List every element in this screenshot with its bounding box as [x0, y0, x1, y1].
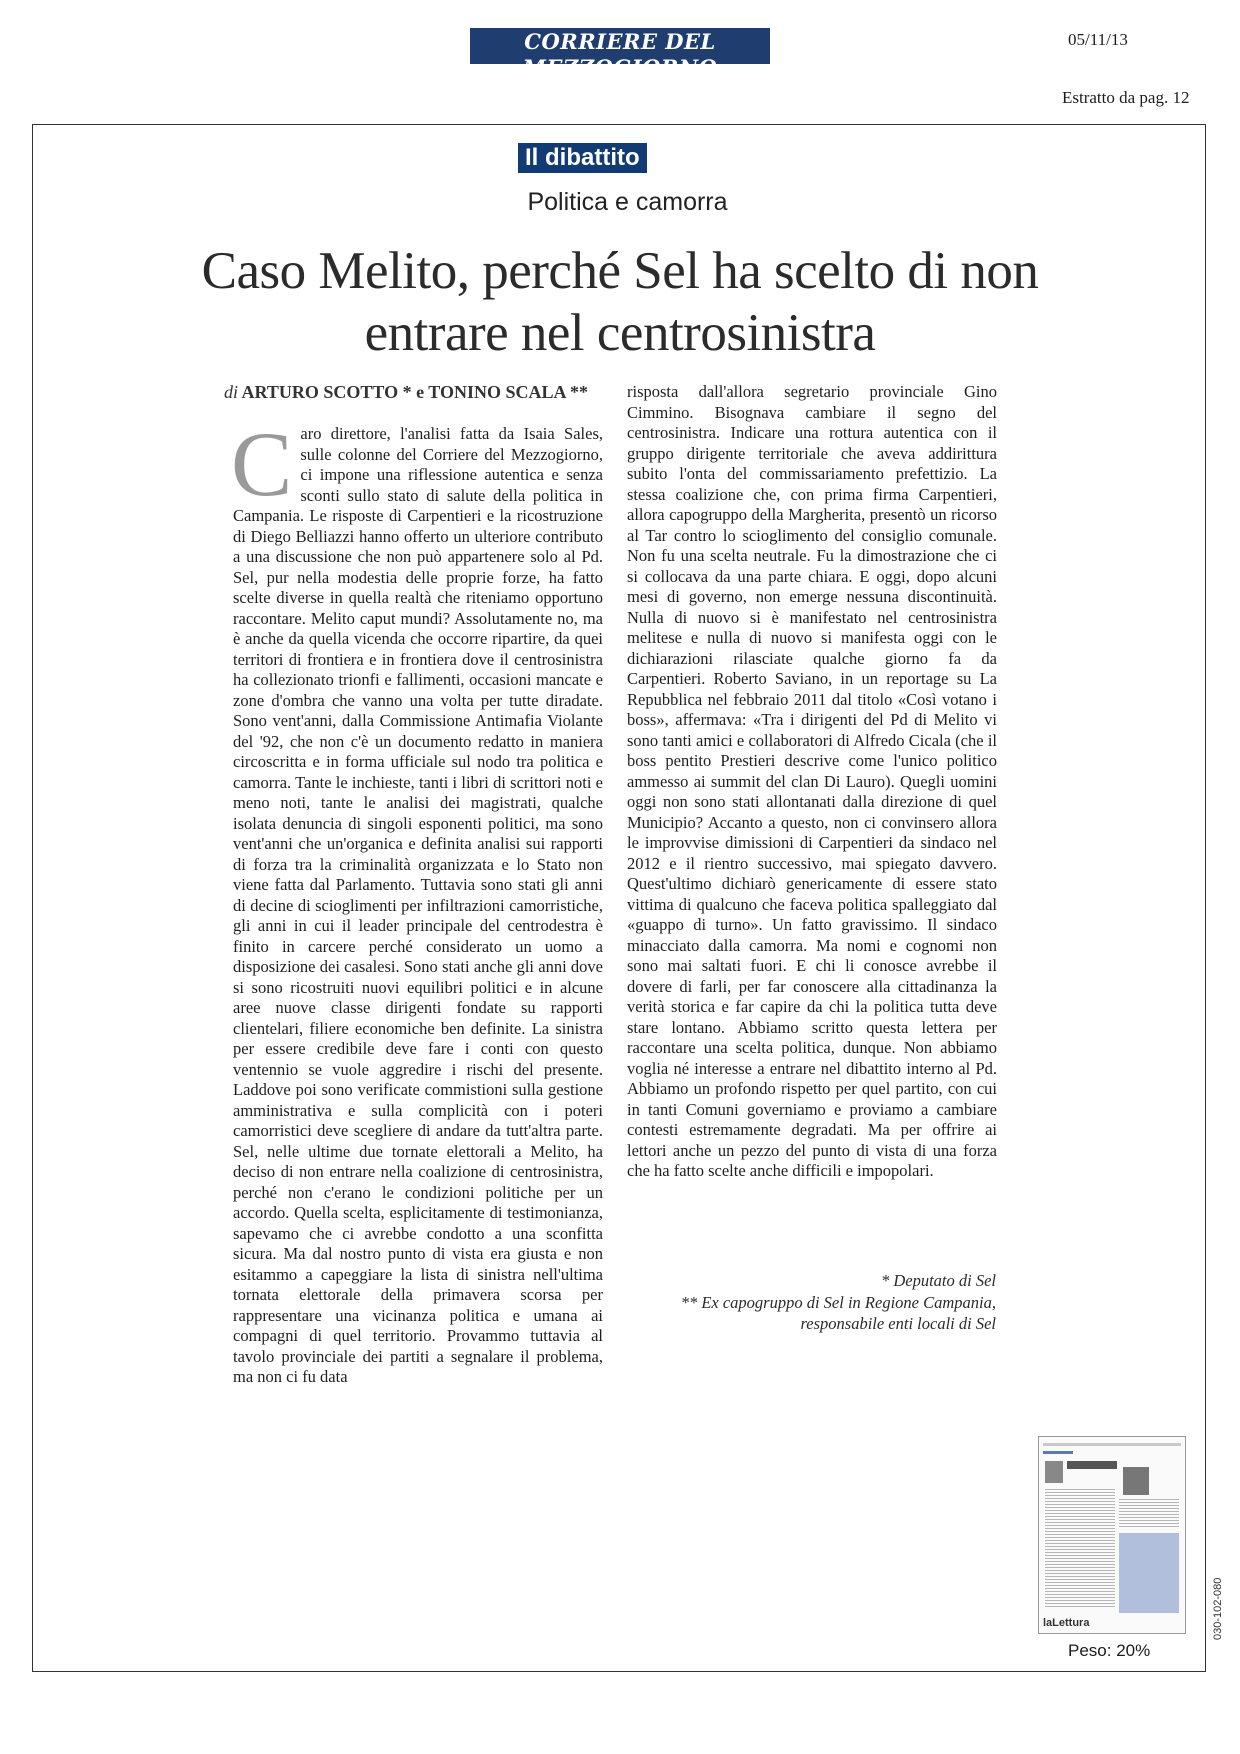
page-thumbnail: [1038, 1436, 1186, 1634]
section-kicker: Il dibattito: [518, 143, 647, 173]
clipping-date: 05/11/13: [1068, 30, 1128, 49]
byline: [224, 382, 588, 403]
newspaper-masthead: [470, 28, 770, 87]
thumbnail-highlight: [1119, 1533, 1179, 1613]
dropcap: C: [231, 413, 293, 515]
thumbnail-photo: [1045, 1461, 1063, 1483]
article-column-1: [231, 413, 603, 1388]
article-headline: Caso Melito, perché Sel ha scelto di non entrare nel centrosinistra: [201, 242, 1039, 362]
section-title: Politica e camorra: [527, 188, 728, 216]
extract-page: Estratto da pag. 12: [1062, 88, 1190, 107]
column-1-text: aro direttore, l'analisi fatta da Isaia Sales, sulle colonne del Corriere del Mezzogiorno, ci impone una riflessione autentica e senza sconti sullo stato di salute della politica in Campania. Le risposte di Carpentieri e la ricostruzione di Diego Belliazzi hanno offerto un ulteriore contributo a una discussione che non può appartenere solo al Pd. Sel, pur nella modestia delle proprie forze, ha fatto scelte diverse in quella realtà che riteniamo opportuno raccontare. Melito caput mundi? Assolutamente no, ma è anche da quella vicenda che occorre ripartire, da quei territori di frontiera e in frontiera dove il centrosinistra ha collezionato trionfi e fallimenti, occasioni mancate e zone d'ombra che vanno una volta per tutte diradate. Sono vent'anni, dalla Commissione Antimafia Violante del '92, che non c'è un documento redatto in maniera circoscritta e in forma ufficiale sul nodo tra politica e camorra. Tante le inchieste, tanti i libri di scrittori noti e meno noti, tante le analisi dei magistrati, qualche isolata denuncia di singoli esponenti politici, ma sono vent'anni che un'organica e definita analisi sui rapporti di forza tra la criminalità organizzata e lo Stato non viene fatta dal Parlamento. Tuttavia sono stati gli anni di decine di scioglimenti per infiltrazioni camorristiche, gli anni in cui il leader principale del centrodestra è finito in carcere perché considerato un uomo a disposizione dei casalesi. Sono stati anche gli anni dove si sono ricostruiti nuovi equilibri politici e in alcune aree nuove classe dirigenti fondate su rapporti clientelari, filiere economiche ben definite. La sinistra per essere credibile deve fare i conti con questo ventennio se vuole aggredire i rischi del presente. Laddove poi sono verificate commistioni sulla gestione amministrativa e sulla complicità con i poteri camorristici deve scegliere di andare da tutt'altra parte. Sel, nelle ultime due tornate elettorali a Melito, ha deciso di non entrare nella coalizione di centrosinistra, perché non c'erano le condizioni politiche per un accordo. Quella scelta, esplicitamente di testimonianza, sapevamo che ci avrebbe condotto a una sconfitta sicura. Ma dal nostro punto di vista era giusta e non esitammo a capeggiare la lista di sinistra nell'ultima tornata elettorale della primavera scorsa per rappresentare una vicinanza politica e umana ai compagni di quel territorio. Provammo tuttavia al tavolo provinciale dei partiti a segnalare il problema, ma non ci fu data: [233, 424, 603, 1386]
thumbnail-photo: [1123, 1467, 1149, 1495]
clipping-code: 030-102-080: [1212, 1577, 1224, 1640]
author-note-2: ** Ex capogruppo di Sel in Regione Campania, responsabile enti locali di Sel: [680, 1293, 996, 1333]
thumbnail-brand: laLettura: [1043, 1617, 1090, 1629]
clipping-weight: Peso: 20%: [1068, 1641, 1151, 1660]
author-note-1: * Deputato di Sel: [880, 1271, 996, 1290]
masthead-title: CORRIERE DEL MEZZOGIORNO: [522, 29, 718, 80]
column-2-text: risposta dall'allora segretario provinciale Gino Cimmino. Bisognava cambiare il segno del centrosinistra. Indicare una rottura autentica con il gruppo dirigente territoriale che aveva addirittura subito l'onta del commissariamento prefettizio. La stessa coalizione che, con prima firma Carpentieri, allora capogruppo della Margherita, presentò un ricorso al Tar contro lo scioglimento del consiglio comunale. Non fu una scelta neutrale. Fu la dimostrazione che ci si collocava da una parte chiara. E oggi, dopo alcuni mesi di governo, non emerge nessuna discontinuità. Nulla di nuovo si è manifestato nel centrosinistra melitese e nulla di nuovo si manifesta oggi con le dichiarazioni rilasciate qualche giorno fa da Carpentieri. Roberto Saviano, in un reportage su La Repubblica nel febbraio 2011 dal titolo «Così votano i boss», affermava: «Tra i dirigenti del Pd di Melito vi sono tanti amici e collaboratori di Alfredo Cicala (che il boss pentito Prestieri descrive come l'unico politico ammesso ai summit del clan Di Lauro). Quegli uomini oggi non sono stati allontanati dalla direzione di quel Municipio? Accanto a questo, non ci convinsero allora le improvvise dimissioni di Carpentieri da sindaco nel 2012 e il rientro successivo, mai spiegato davvero. Quest'ultimo dichiarò genericamente di essere stato vittima di qualcuno che faceva politica spalleggiato dal «guappo di turno». Un fatto gravissimo. Il sindaco minacciato dalla camorra. Ma nomi e cognomi non sono mai saltati fuori. E chi li conosce avrebbe il dovere di farli, per far conoscere alla cittadinanza la verità storica e far capire da chi la politica tutta deve stare lontano. Abbiamo scritto questa lettera per raccontare una scelta politica, dunque. Non abbiamo voglia né interesse a entrare nel dibattito interno al Pd. Abbiamo un profondo rispetto per quel partito, con cui in tanti Comuni governiamo e proviamo a cambiare contesti estremamente degradati. Ma per offrire ai lettori anche un pezzo del punto di vista di una forza che ha fatto scelte anche difficili e impopolari.: [627, 382, 997, 1180]
byline-authors: ARTURO SCOTTO * e TONINO SCALA **: [241, 382, 588, 402]
byline-prefix: di: [224, 382, 239, 402]
article-column-2: [627, 382, 997, 1182]
masthead-subtitle: NAPOLI E CAMPANIA: [581, 81, 659, 87]
